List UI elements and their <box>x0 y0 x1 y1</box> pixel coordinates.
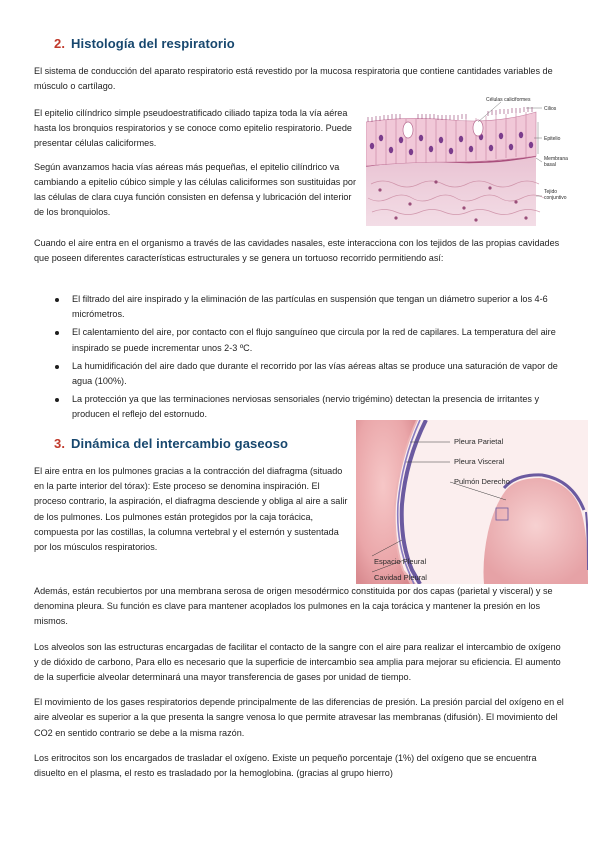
list-item: El filtrado del aire inspirado y la eliminación de las partículas en suspensión que tengan un diámetro superior a los 4-6 micrómetros. <box>34 292 562 322</box>
section-2-title: Histología del respiratorio <box>71 36 235 51</box>
label-pleural-space: Espacio Pleural <box>374 557 427 566</box>
section-3-paragraph-3: Los alveolos son las estructuras encargadas de facilitar el contacto de la sangre con el aire para realizar el intercambio de oxígeno y de dióxido de carbono, Para ello es necesario que la superficie de intercambio sea amplia para mejorar su eficiencia. El aumento de la superficie alveolar determinará una mayor transferencia de gases por unidad de tiempo. <box>34 641 561 683</box>
section-3-heading <box>54 436 288 451</box>
section-2-heading <box>54 36 235 51</box>
goblet-cell <box>473 120 483 136</box>
section-2-intro <box>34 64 562 94</box>
section-3-paragraph-4: El movimiento de los gases respiratorios depende principalmente de las diferencias de presión. La presión parcial del oxígeno en el aire alveolar es superior a la que presenta la sangre venosa lo que permite atravesar las membranas (difusión). El movimiento del CO2 en sentido contrario se debe a la misma razón. <box>34 697 564 738</box>
label-connective-tissue: Tejido <box>544 189 558 195</box>
section-2-paragraph-4: Cuando el aire entra en el organismo a través de las cavidades nasales, este interacciona con los tejidos de las propias cavidades que poseen diferentes características estructurales y se genera un tortuoso recorrido permitiendo así: <box>34 238 560 264</box>
bullet-icon <box>55 298 59 302</box>
bullet-icon <box>55 365 59 369</box>
section-3-paragraph-1: El aire entra en los pulmones gracias a la contracción del diafragma (situado en la parte interior del tórax): Este proceso se denomina inspiración. El proceso contrario, la aspiración, el diafragma desciende y obliga al aire a salir de los pulmones. Los pulmones están protegidos por la caja torácica, compuesta por las costillas, la columna vertebral y el esternón y sustentada por los músculos respiratorios. <box>34 466 348 553</box>
label-visceral-pleura: Pleura Visceral <box>454 457 505 466</box>
label-connective-tissue-2: conjuntivo <box>544 195 567 201</box>
bullet-icon <box>55 398 59 402</box>
section-2-paragraph-2: El epitelio cilíndrico simple pseudoestratificado ciliado tapiza toda la vía aérea hasta los bronquios respiratorios y se conoce como epitelio respiratorio. Puede presentar células caliciformes. <box>34 108 352 149</box>
section-3-paragraph-2: Además, están recubiertos por una membrana serosa de origen mesodérmico constituida por dos capas (parietal y visceral) y se denomina pleura. Su función es clave para mantener acoplados los pulmones en la caja torácica y mantener la presión en los mismos. <box>34 586 553 627</box>
section-2-paragraph-1: El sistema de conducción del aparato respiratorio está revestido por la mucosa respiratoria que contiene cantidades variables de músculo o cartílago. <box>34 66 553 92</box>
label-basement-membrane: Membrana <box>544 156 568 162</box>
section-3-number: 3. <box>54 436 66 451</box>
section-2-paragraph-4-block <box>34 236 564 266</box>
label-cilia: Cilios <box>544 106 557 112</box>
label-right-lung: Pulmón Derecho <box>454 477 510 486</box>
label-epithelium: Epitelio <box>544 136 561 142</box>
section-2-bullet-list <box>34 292 562 426</box>
list-item: El calentamiento del aire, por contacto con el flujo sanguíneo que circula por la red de capilares. La temperatura del aire inspirado se puede incrementar unos 2-3 ºC. <box>34 325 562 355</box>
section-2-column-text <box>34 106 356 220</box>
section-2-paragraph-3: Según avanzamos hacia vías aéreas más pequeñas, el epitelio cilíndrico va cambiando a epitelio cúbico simple y las células caliciformes son sustituidas por las células de clara cuya función consisten en defensa y lubricación del interior de los bronquiolos. <box>34 161 356 218</box>
section-2-number: 2. <box>54 36 66 51</box>
label-parietal-pleura: Pleura Parietal <box>454 437 504 446</box>
pleura-lung-figure <box>356 420 588 584</box>
bullet-icon <box>55 331 59 335</box>
section-3-body <box>34 584 566 781</box>
connective-tissue-layer <box>366 156 536 226</box>
section-3-column-text <box>34 464 352 555</box>
epithelium-histology-figure <box>366 94 568 228</box>
section-3-title: Dinámica del intercambio gaseoso <box>71 436 289 451</box>
label-goblet-cells: Células caliciformes <box>486 97 531 103</box>
label-pleural-cavity: Cavidad Pleural <box>374 573 427 582</box>
list-item: La humidificación del aire dado que durante el recorrido por las vías aéreas altas se produce una saturación de vapor de agua (100%). <box>34 359 562 389</box>
section-3-paragraph-5: Los eritrocitos son los encargados de trasladar el oxígeno. Existe un pequeño porcentaje (1%) del oxígeno que se encuentra disuelto en el plasma, el resto es trasladado por la hemoglobina. (gracias al grupo hierro) <box>34 752 537 779</box>
list-item: La protección ya que las terminaciones nerviosas sensoriales (nervio trigémino) detectan la presencia de irritantes y producen el reflejo del estornudo. <box>34 392 562 422</box>
goblet-cell <box>403 122 413 138</box>
epithelium-layer <box>366 112 536 166</box>
label-basement-membrane-2: basal <box>544 162 556 168</box>
